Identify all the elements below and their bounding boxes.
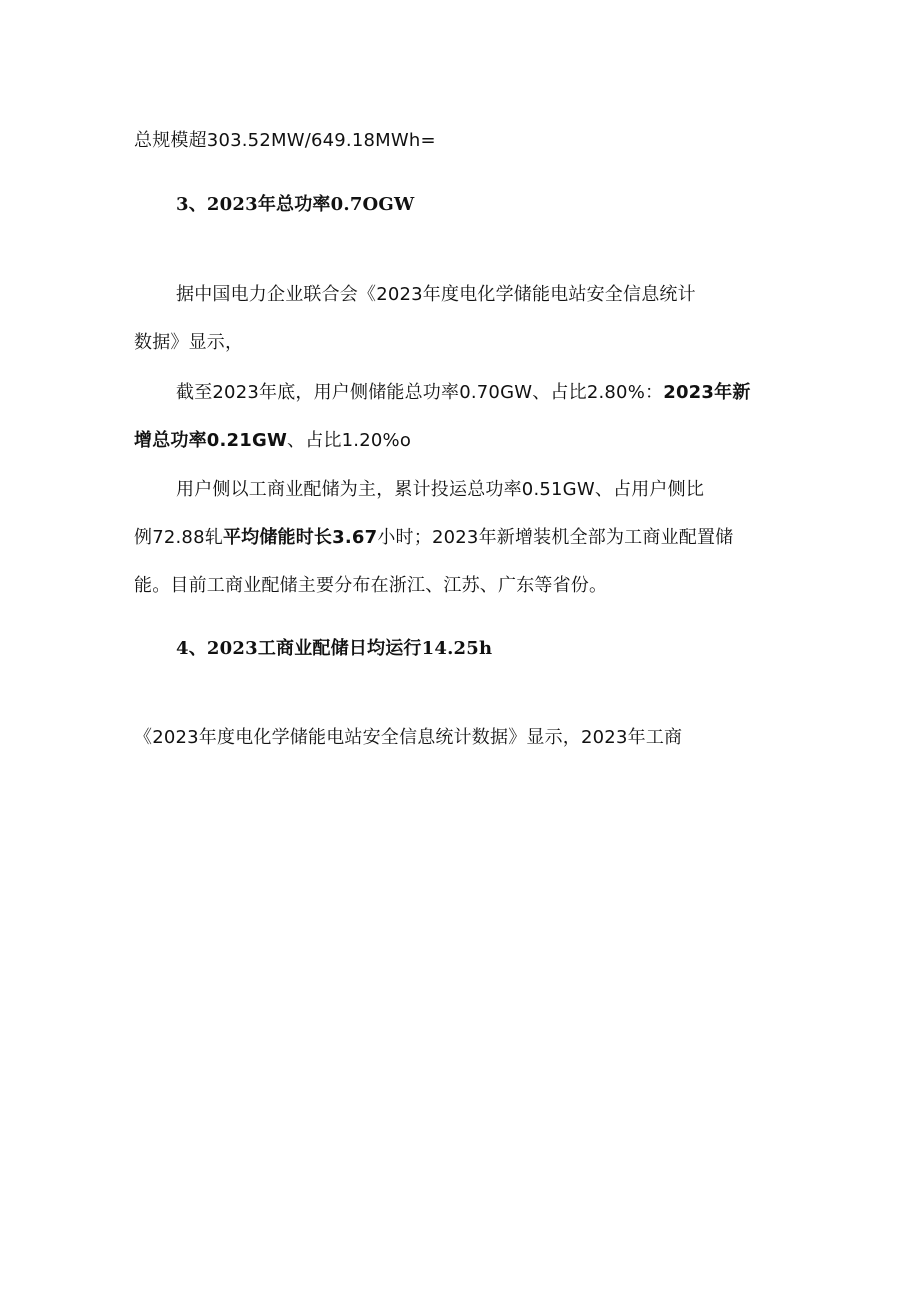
- paragraph-4-line-1: 《2023年度电化学储能电站安全信息统计数据》显示，2023年工商: [134, 727, 683, 748]
- section-heading-4: 4、2023工商业配储日均运行14.25h: [176, 638, 493, 659]
- text-line-total-scale: 总规模超303.52MW/649.18MWh=: [134, 130, 436, 151]
- paragraph-3-ratio: 例72.88轧: [134, 527, 223, 548]
- paragraph-2-line-1: [176, 380, 751, 406]
- paragraph-2-share: 、占比1.20%o: [287, 430, 412, 451]
- paragraph-1-line-2: 数据》显示，: [134, 332, 244, 353]
- paragraph-2-text-b: 2023年新: [663, 382, 751, 403]
- paragraph-2-bold-total: 增总功率0.21GW: [134, 430, 288, 451]
- paragraph-3-line-1: 用户侧以工商业配储为主，累计投运总功率0.51GW、占用户侧比: [176, 479, 705, 500]
- paragraph-3-rest: 小时；2023年新增装机全部为工商业配置储: [377, 527, 734, 548]
- paragraph-3-line-3: 能。目前工商业配储主要分布在浙江、江苏、广东等省份。: [134, 575, 608, 596]
- paragraph-3-line-2: [134, 525, 733, 551]
- paragraph-2-line-2: [134, 428, 411, 454]
- paragraph-1-line-1: 据中国电力企业联合会《2023年度电化学储能电站安全信息统计: [176, 284, 696, 305]
- paragraph-3-bold-duration: 平均储能时长3.67: [222, 527, 378, 548]
- paragraph-2-text-a: 截至2023年底，用户侧储能总功率0.70GW、占比2.80%：: [176, 382, 664, 403]
- section-heading-3: 3、2023年总功率0.7OGW: [176, 194, 415, 215]
